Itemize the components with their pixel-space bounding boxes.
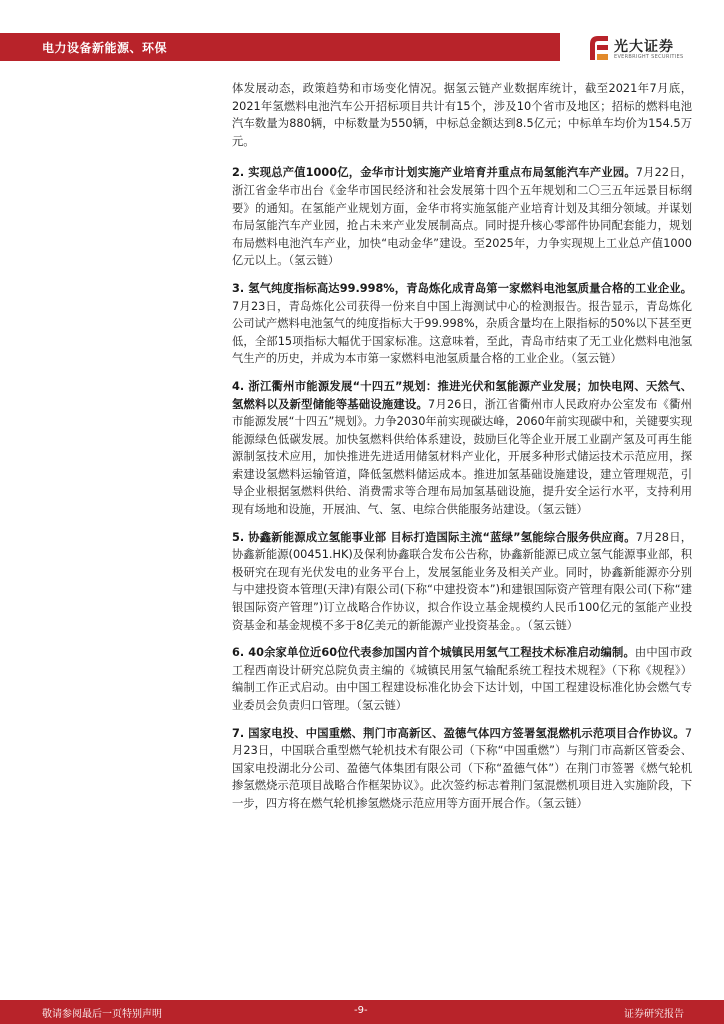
paragraph-5 — [232, 529, 692, 635]
footer-bar — [0, 1000, 724, 1024]
paragraph-3 — [232, 280, 692, 368]
paragraph-title: 2. 实现总产值1000亿，金华市计划实施产业培育并重点布局氢能汽车产业园。 — [232, 166, 636, 180]
page-number: -9- — [354, 1005, 368, 1016]
paragraph-1 — [232, 80, 692, 150]
paragraph-body: 7月26日，浙江省衢州市人民政府办公室发布《衢州市能源发展“十四五”规划》。力争2030年前实现碳达峰，2060年前实现碳中和，关键要实现能源绿色低碳发展。加快氢燃料供给体系建设，鼓励巨化等企业开展工业副产氢及可再生能源制氢技术应用，加快推进先进适用储氢材料产业化，开展多种形式储运技术示范应用，探索建设氢燃料运输管道，降低氢燃料储运成本。推进加氢基础设施建设，建立管理规范，引导企业根据氢燃料供给、消费需求等合理布局加氢基础设施，提升安全运行水平，支持利用现有场地和设施，开展油、气、氢、电综合供能服务站建设。（氢云链） — [232, 397, 692, 517]
paragraph-7 — [232, 725, 692, 813]
paragraph-body: 体发展动态，政策趋势和市场变化情况。据氢云链产业数据库统计，截至2021年7月底，2021年氢燃料电池汽车公开招标项目共计有15个，涉及10个省市及地区；招标的燃料电池汽车数量为880辆，中标数量为550辆，中标总金额达到8.5亿元；中标单车均价为154.5万元。 — [232, 82, 692, 148]
paragraph-body: 由中国市政工程西南设计研究总院负责主编的《城镇民用氢气输配系统工程技术规程》（下称《规程》）编制工作正式启动。由中国工程建设标准化协会下达计划，中国工程建设标准化协会燃气专业委员会负责归口管理。（氢云链） — [232, 646, 692, 712]
brand-mark-icon — [588, 34, 610, 62]
brand-name: 光大证券 — [614, 39, 674, 55]
paragraph-body: 7月23日，青岛炼化公司获得一份来自中国上海测试中心的检测报告。报告显示，青岛炼化公司试产燃料电池氢气的纯度指标大于99.998%，杂质含量均在上限指标的50%以下甚至更低，全部15项指标大幅优于国家标准。这意味着，至此，青岛市结束了无工业化燃料电池氢气生产的历史，并成为本市第一家燃料电池氢质量合格的工业企业。（氢云链） — [232, 299, 692, 366]
paragraph-title: 6. 40余家单位近60位代表参加国内首个城镇民用氢气工程技术标准启动编制。 — [232, 646, 635, 660]
brand-subtitle: EVERBRIGHT SECURITIES — [614, 54, 684, 60]
paragraph-body: 7月23日，中国联合重型燃气轮机技术有限公司（下称“中国重燃”）与荆门市高新区管委会、国家电投湖北分公司、盈德气体集团有限公司（下称“盈德气体”）在荆门市签署《燃气轮机掺氢燃烧示范项目战略合作框架协议》。此次签约标志着荆门氢混燃机项目进入实施阶段，下一步，四方将在燃气轮机掺氢燃烧示范应用等方面开展合作。（氢云链） — [232, 726, 692, 810]
paragraph-title: 7. 国家电投、中国重燃、荆门市高新区、盈德气体四方签署氢混燃机示范项目合作协议。 — [232, 726, 685, 740]
report-type: 证券研究报告 — [624, 1009, 684, 1020]
paragraph-title: 3. 氢气纯度指标高达99.998%，青岛炼化成青岛第一家燃料电池氢质量合格的工业企业。 — [232, 281, 692, 295]
disclaimer-note: 敬请参阅最后一页特别声明 — [42, 1009, 162, 1020]
paragraph-title: 4. 浙江衢州市能源发展“十四五”规划：推进光伏和氢能源产业发展；加快电网、天然气、氢燃料以及新型储能等基础设施建设。 — [232, 379, 692, 411]
paragraph-2 — [232, 164, 692, 270]
brand-logo — [588, 32, 698, 68]
paragraph-title: 5. 协鑫新能源成立氢能事业部 目标打造国际主流“蓝绿”氢能综合服务供应商。 — [232, 530, 636, 544]
header-bar — [0, 33, 560, 61]
paragraph-6 — [232, 644, 692, 714]
paragraph-body: 7月28日，协鑫新能源(00451.HK)及保利协鑫联合发布公告称，协鑫新能源已成立氢气能源事业部，积极研究在现有光伏发电的业务平台上，发展氢能业务及相关产业。同时，协鑫新能源亦分别与中建投资本管理(天津)有限公司(下称“中建投资本”)和建银国际资产管理有限公司(下称“建银国际资产管理”)订立战略合作协议，拟合作设立基金规模约人民币100亿元的氢能产业投资基金和基金规模不多于8亿美元的新能源产业投资基金。。（氢云链） — [232, 530, 692, 632]
article-body — [232, 80, 692, 823]
section-title: 电力设备新能源、环保 — [42, 41, 168, 55]
paragraph-body: 7月22日，浙江省金华市出台《金华市国民经济和社会发展第十四个五年规划和二〇三五年远景目标纲要》的通知。在氢能产业规划方面，金华市将实施氢能产业培育计划及其细分领域。并谋划布局氢能汽车产业园，抢占未来产业发展制高点。同时提升核心零部件协同配套能力，规划布局燃料电池汽车产业，加快“电动金华”建设。至2025年，力争实现规上工业总产值1000亿元以上。（氢云链） — [232, 166, 692, 268]
paragraph-4 — [232, 378, 692, 519]
